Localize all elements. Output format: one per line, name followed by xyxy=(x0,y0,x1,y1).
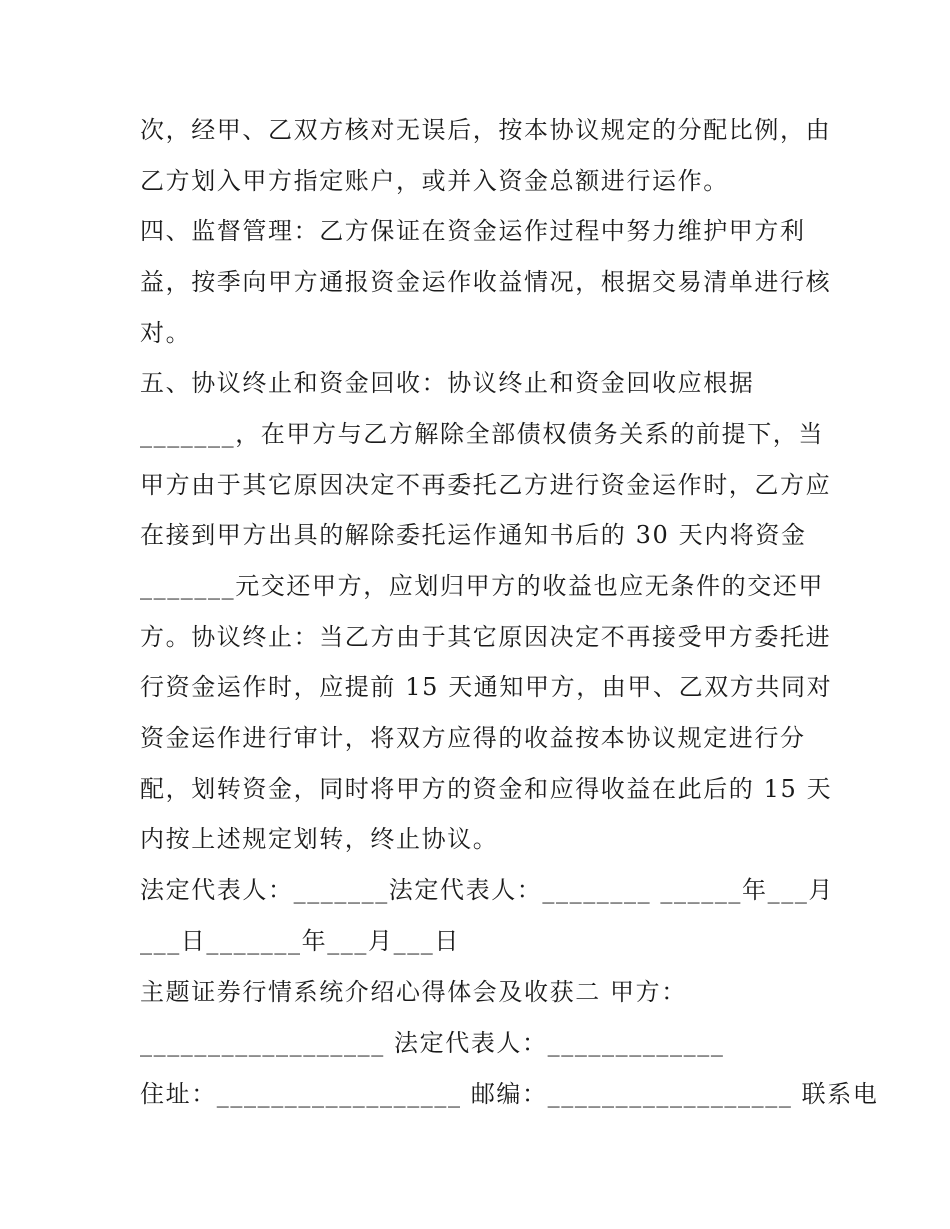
text-line: 在接到甲方出具的解除委托运作通知书后的 30 天内将资金 xyxy=(140,521,807,549)
text-line: 次，经甲、乙双方核对无误后，按本协议规定的分配比例，由 xyxy=(140,116,832,144)
text-line: 内按上述规定划转，终止协议。 xyxy=(140,825,499,853)
text-line: 乙方划入甲方指定账户，或并入资金总额进行运作。 xyxy=(140,167,729,195)
signature-line: 法定代表人：_______法定代表人：________ ______年___月 xyxy=(140,876,835,904)
text-line: 五、协议终止和资金回收：协议终止和资金回收应根据 xyxy=(140,369,755,397)
text-line: 行资金运作时，应提前 15 天通知甲方，由甲、乙双方共同对 xyxy=(140,673,833,701)
signature-line: __________________ 法定代表人：_____________ xyxy=(140,1029,725,1057)
text-line: 方。协议终止：当乙方由于其它原因决定不再接受甲方委托进 xyxy=(140,623,832,651)
text-line: _______元交还甲方，应划归甲方的收益也应无条件的交还甲 xyxy=(140,572,824,600)
text-line: 益，按季向甲方通报资金运作收益情况，根据交易清单进行核 xyxy=(140,268,832,296)
text-line: 四、监督管理：乙方保证在资金运作过程中努力维护甲方利 xyxy=(140,217,806,245)
text-line: 配，划转资金，同时将甲方的资金和应得收益在此后的 15 天 xyxy=(140,775,833,803)
address-line: 住址：__________________ 邮编：__________________ 联系电 xyxy=(140,1080,879,1108)
text-line: 资金运作进行审计，将双方应得的收益按本协议规定进行分 xyxy=(140,724,806,752)
text-line: 对。 xyxy=(140,319,192,347)
date-line: ___日_______年___月___日 xyxy=(140,927,460,955)
text-line: 甲方由于其它原因决定不再委托乙方进行资金运作时，乙方应 xyxy=(140,471,832,499)
text-line: _______，在甲方与乙方解除全部债权债务关系的前提下，当 xyxy=(140,420,824,448)
heading-line: 主题证券行情系统介绍心得体会及收获二 甲方： xyxy=(140,978,687,1006)
